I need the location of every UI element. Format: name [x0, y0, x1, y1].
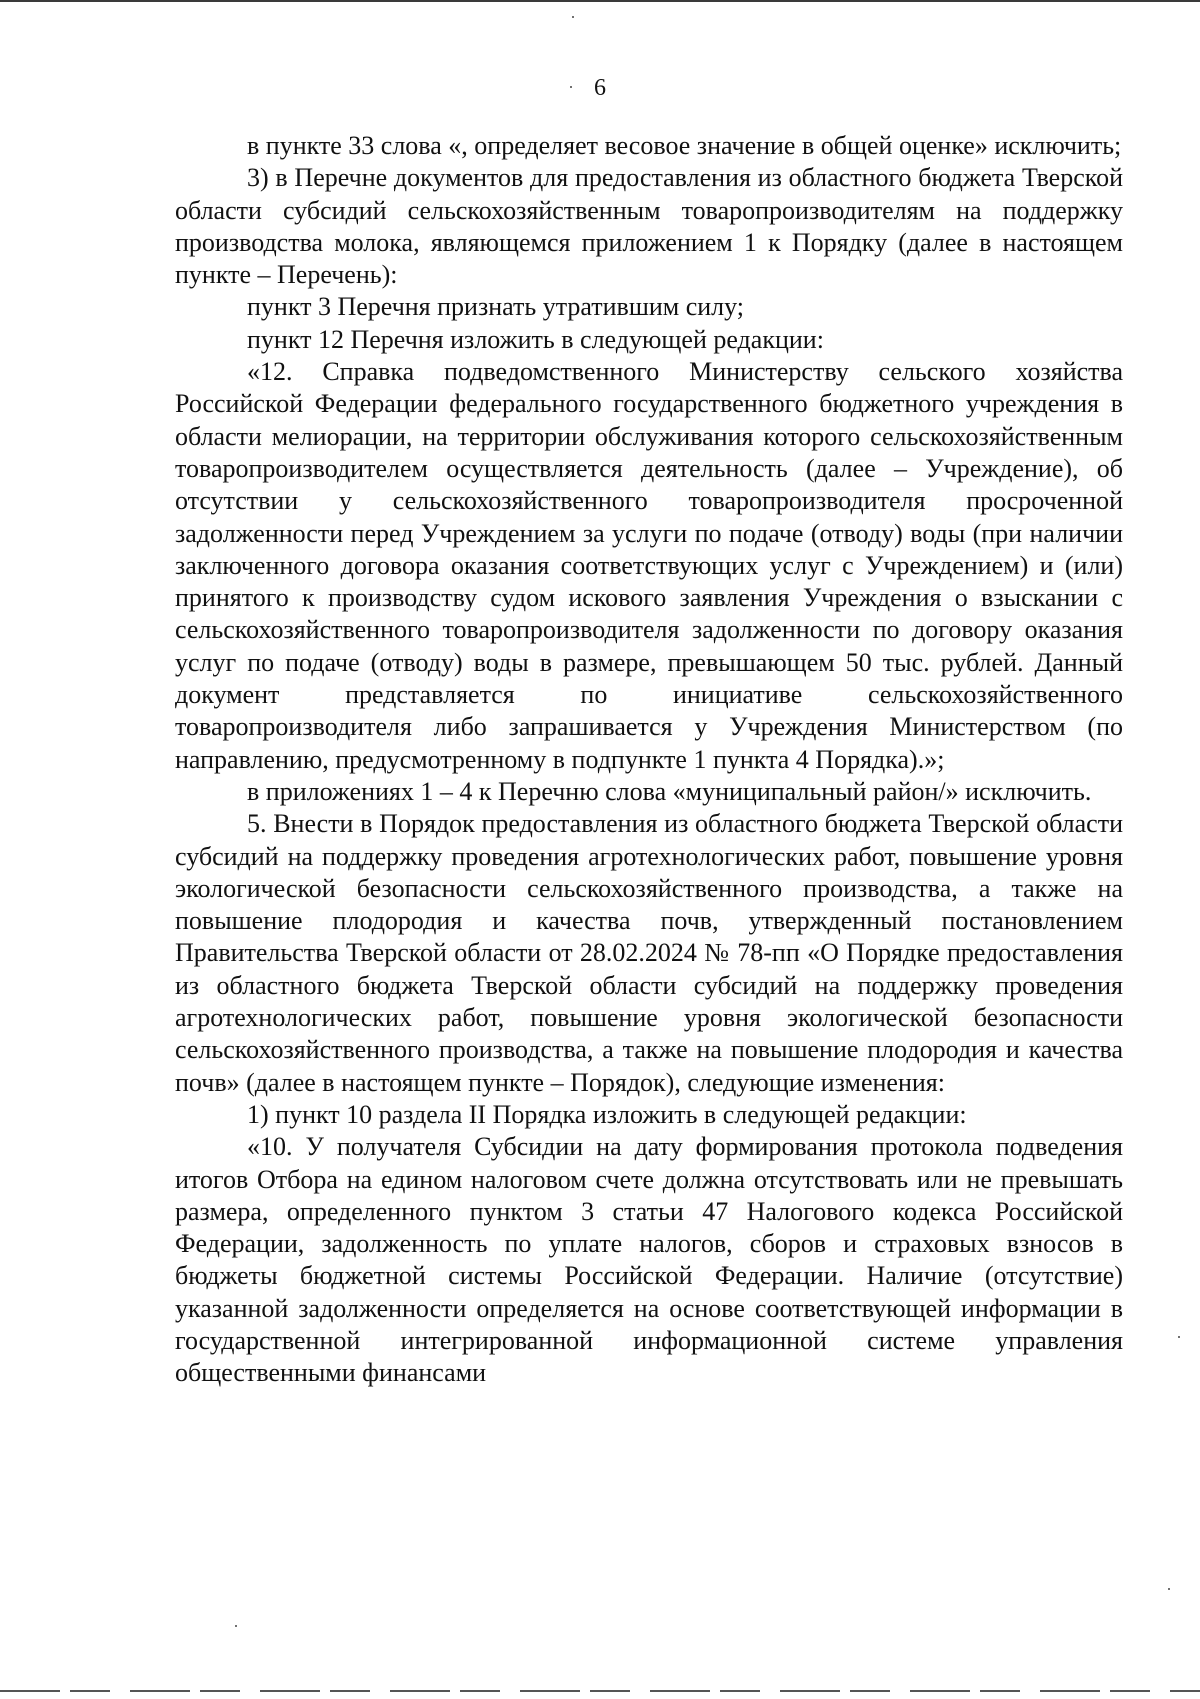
scan-speck — [235, 1625, 237, 1627]
paragraph-item-3-repeal: пункт 3 Перечня признать утратившим силу; — [247, 292, 745, 322]
paragraph-section-5: 5. Внести в Порядок предоставления из областного бюджета Тверской области субсидий на поддержку проведения агротехнологических работ, повышение уровня экологической безопасности сельскохозяйственного производства, а также на повышение плодородия и качества почв, утвержденный постановлением Правительства Тверской области от 28.02.2024 № 78-пп «О Порядке предоставления из областного бюджета Тверской области субсидий на поддержку проведения агротехнологических работ, повышение уровня экологической безопасности сельскохозяйственного производства, а также на повышение плодородия и качества почв» (далее в настоящем пункте – Порядок), следующие изменения: — [175, 809, 1123, 1097]
scan-edge-top — [0, 0, 1200, 2]
paragraph-item-3-list: 3) в Перечне документов для предоставления из областного бюджета Тверской области субсидий сельскохозяйственным товаропроизводителям на поддержку производства молока, являющемся приложением 1 к Порядку (далее в настоящем пункте – Перечень): — [175, 163, 1123, 290]
scan-speck — [1168, 1588, 1170, 1590]
scan-speck — [570, 86, 572, 88]
paragraph-item-12-intro: пункт 12 Перечня изложить в следующей редакции: — [247, 324, 824, 354]
document-body — [175, 130, 1123, 1390]
paragraph-appendices: в приложениях 1 – 4 к Перечню слова «муниципальный район/» исключить. — [247, 776, 1092, 806]
page-number: 6 — [594, 75, 606, 101]
paragraph-section-5-item-1: 1) пункт 10 раздела II Порядка изложить в следующей редакции: — [247, 1099, 967, 1129]
paragraph-section-5-item-10: «10. У получателя Субсидии на дату формирования протокола подведения итогов Отбора на едином налоговом счете должна отсутствовать или не превышать размера, определенного пунктом 3 статьи 47 Налогового кодекса Российской Федерации, задолженность по уплате налогов, сборов и страховых взносов в бюджеты бюджетной системы Российской Федерации. Наличие (отсутствие) указанной задолженности определяется на основе соответствующей информации в государственной интегрированной информационной системе управления общественными финансами — [175, 1132, 1123, 1388]
scan-speck — [1178, 1336, 1180, 1338]
scan-speck — [572, 16, 574, 18]
paragraph-item-12-text: «12. Справка подведомственного Министерству сельского хозяйства Российской Федерации федерального государственного бюджетного учреждения в области мелиорации, на территории обслуживания которого сельскохозяйственным товаропроизводителем осуществляется деятельность (далее – Учреждение), об отсутствии у сельскохозяйственного товаропроизводителя просроченной задолженности перед Учреждением за услуги по подаче (отводу) воды (при наличии заключенного договора оказания соответствующих услуг с Учреждением) и (или) принятого к производству судом искового заявления Учреждения о взыскании с сельскохозяйственного товаропроизводителя задолженности по договору оказания услуг по подаче (отводу) воды в размере, превышающем 50 тыс. рублей. Данный документ представляется по инициативе сельскохозяйственного товаропроизводителя либо запрашивается у Учреждения Министерством (по направлению, предусмотренному в подпункте 1 пункта 4 Порядка).»; — [175, 357, 1123, 774]
paragraph-clause-33: в пункте 33 слова «, определяет весовое значение в общей оценке» исключить; — [247, 131, 1122, 160]
scan-edge-bottom — [0, 1690, 1200, 1692]
